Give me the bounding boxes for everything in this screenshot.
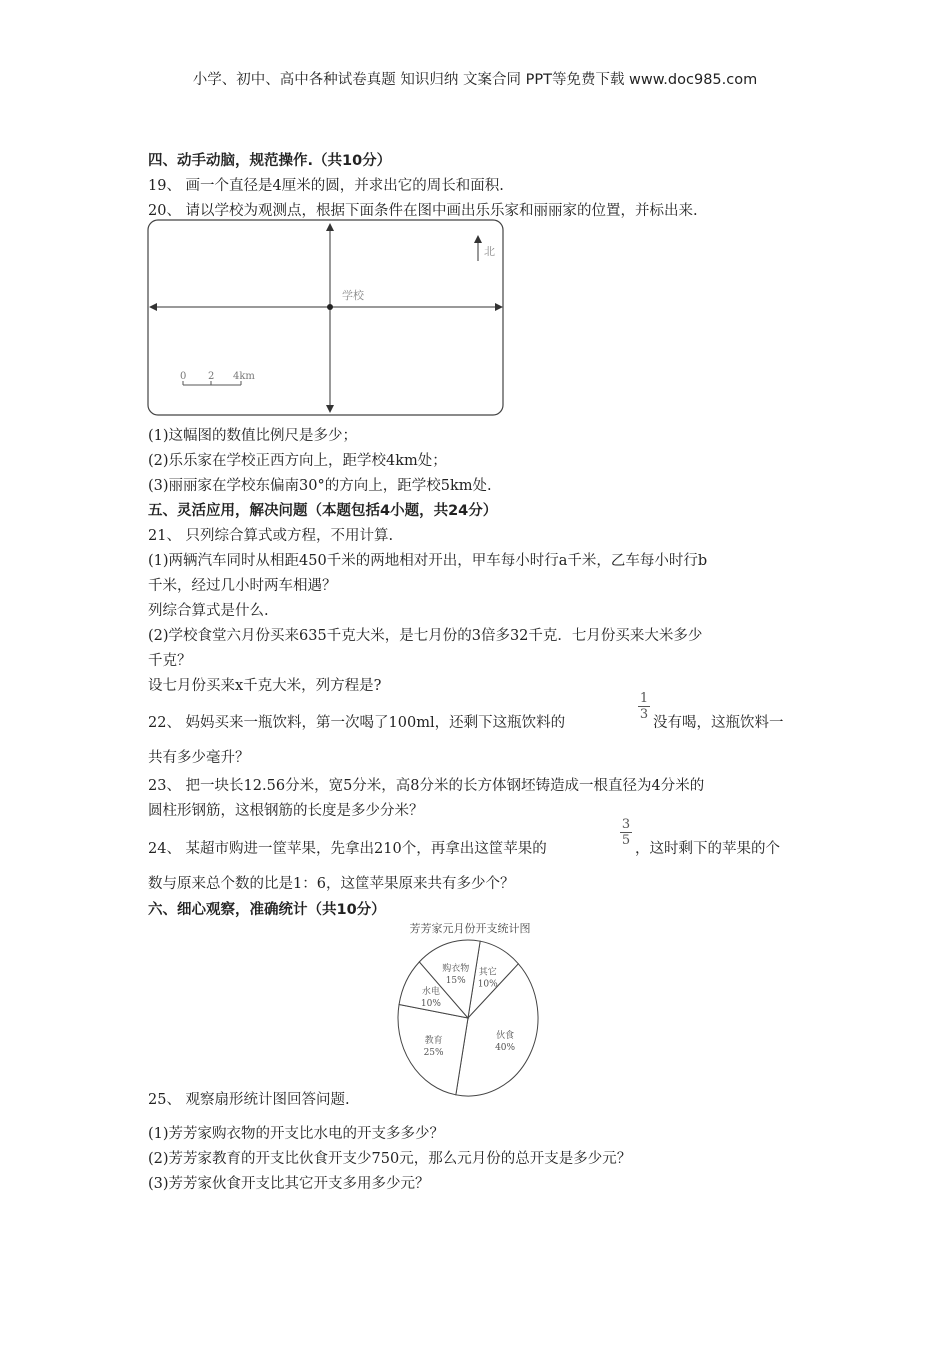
section-4-title: 四、动手动脑，规范操作.（共10分）	[148, 153, 392, 169]
direction-map	[147, 219, 505, 417]
question-21: 21、 只列综合算式或方程，不用计算.	[148, 528, 394, 544]
section-6-title: 六、细心观察，准确统计（共10分）	[148, 902, 386, 918]
pie-chart-title: 芳芳家元月份开支统计图	[409, 922, 531, 935]
map-border	[148, 220, 503, 415]
north-label: 北	[484, 245, 495, 258]
question-20-1: (1)这幅图的数值比例尺是多少；	[148, 428, 358, 444]
pie-value-2: 25%	[423, 1047, 444, 1058]
fraction-one-third: 1 3	[639, 691, 649, 722]
question-25-3: (3)芳芳家伙食开支比其它开支多用多少元？	[148, 1176, 430, 1192]
question-19: 19、 画一个直径是4厘米的圆，并求出它的周长和面积.	[148, 178, 504, 194]
fraction-three-fifths: 3 5	[621, 817, 631, 848]
school-label: 学校	[342, 289, 364, 302]
question-25-2: (2)芳芳家教育的开支比伙食开支少750元，那么元月份的总开支是多少元？	[148, 1151, 632, 1167]
question-21-2b: 千克？	[148, 653, 192, 669]
question-25: 25、 观察扇形统计图回答问题.	[148, 1092, 350, 1108]
question-24b: ，这时剩下的苹果的个	[635, 841, 780, 857]
scale-0: 0	[180, 371, 187, 382]
pie-label-1: 伙食	[496, 1030, 515, 1041]
pie-label-0: 其它	[478, 967, 497, 978]
question-22b: 没有喝，这瓶饮料一	[653, 715, 784, 731]
pie-value-0: 10%	[477, 979, 498, 990]
question-20: 20、 请以学校为观测点，根据下面条件在图中画出乐乐家和丽丽家的位置，并标出来.	[148, 203, 698, 219]
pie-label-3: 水电	[421, 987, 440, 998]
question-24c: 数与原来总个数的比是1：6，这筐苹果原来共有多少个？	[148, 876, 515, 892]
question-21-1b: 千米，经过几小时两车相遇？	[148, 578, 337, 594]
question-21-1a: (1)两辆汽车同时从相距450千米的两地相对开出，甲车每小时行a千米，乙车每小时行b	[148, 553, 708, 569]
question-25-1: (1)芳芳家购衣物的开支比水电的开支多多少？	[148, 1126, 445, 1142]
pie-value-3: 10%	[420, 999, 441, 1010]
page-header: 小学、初中、高中各种试卷真题 知识归纳 文案合同 PPT等免费下载 www.doc985.com	[192, 72, 758, 88]
pie-label-2: 教育	[424, 1035, 443, 1046]
question-21-2a: (2)学校食堂六月份买来635千克大米，是七月份的3倍多32千克．七月份买来大米多少	[148, 628, 703, 644]
section-5-title: 五、灵活应用，解决问题（本题包括4小题，共24分）	[148, 503, 498, 519]
pie-value-4: 15%	[445, 976, 466, 987]
pie-value-1: 40%	[495, 1042, 516, 1053]
school-point	[327, 304, 333, 310]
scale-4km: 4km	[233, 371, 255, 382]
pie-label-4: 购衣物	[442, 964, 470, 975]
question-20-3: (3)丽丽家在学校东偏南30°的方向上，距学校5km处.	[148, 478, 492, 494]
question-24a: 24、 某超市购进一筐苹果，先拿出210个，再拿出这筐苹果的	[148, 841, 547, 857]
question-20-2: (2)乐乐家在学校正西方向上，距学校4km处；	[148, 453, 447, 469]
question-23b: 圆柱形钢筋，这根钢筋的长度是多少分米？	[148, 803, 424, 819]
question-23a: 23、 把一块长12.56分米，宽5分米，高8分米的长方体钢坯铸造成一根直径为4分米的	[148, 778, 705, 794]
scale-2: 2	[208, 371, 215, 382]
expense-pie-chart	[395, 918, 545, 1100]
question-21-1c: 列综合算式是什么.	[148, 603, 269, 619]
question-22a: 22、 妈妈买来一瓶饮料，第一次喝了100ml，还剩下这瓶饮料的	[148, 715, 566, 731]
question-21-2c: 设七月份买来x千克大米，列方程是?	[148, 678, 382, 694]
question-22c: 共有多少毫升？	[148, 750, 250, 766]
